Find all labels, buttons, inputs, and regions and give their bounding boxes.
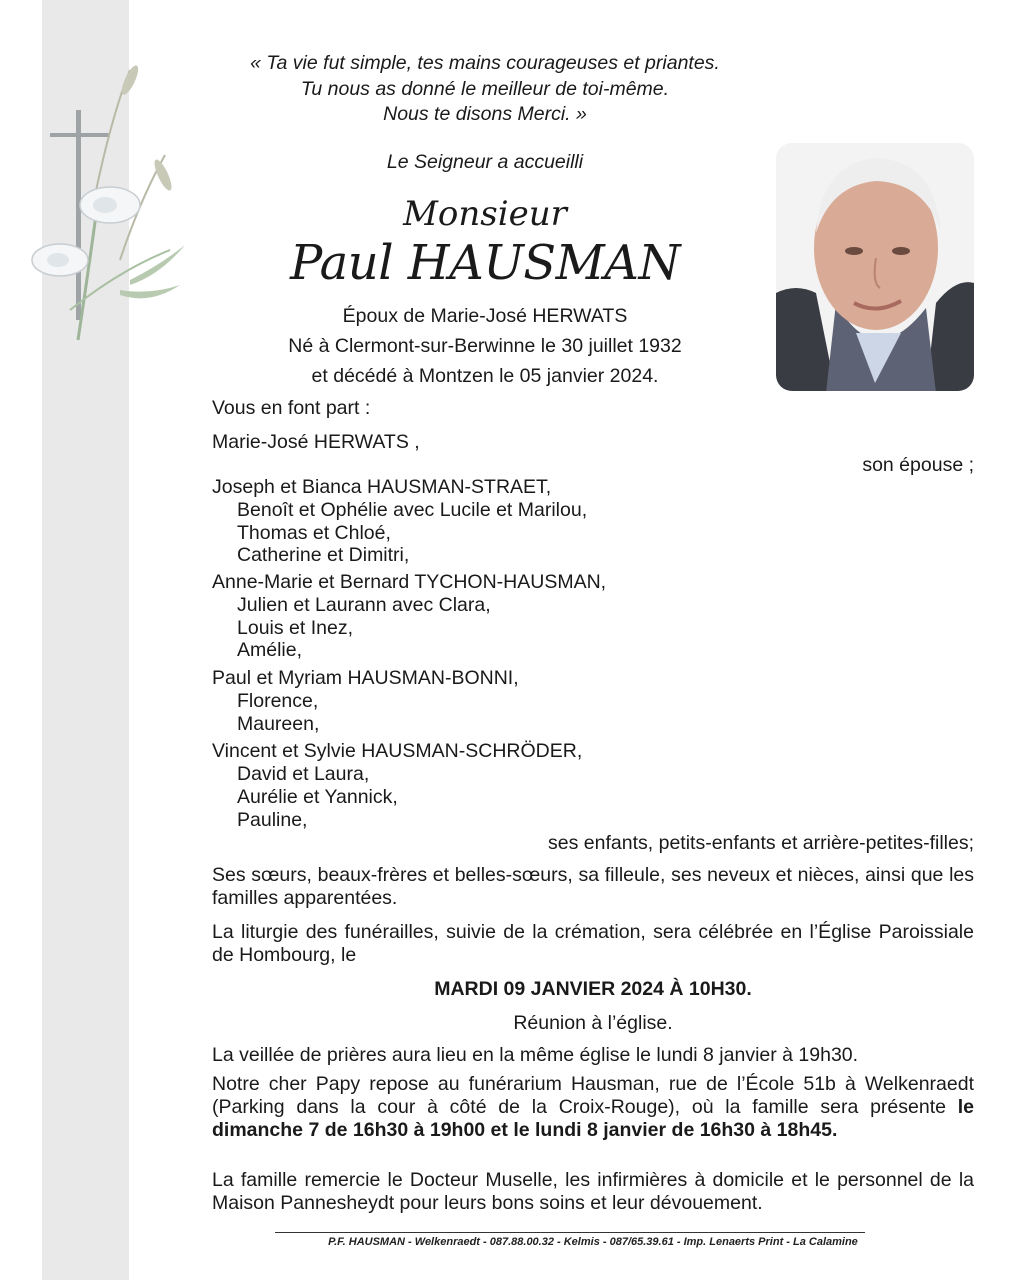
family-member: Florence, <box>237 690 319 712</box>
honorific: Monsieur <box>403 194 567 234</box>
relatives-paragraph: Ses sœurs, beaux-frères et belles-sœurs, sa filleule, ses neveux et nièces, ainsi que les familles apparentées. <box>212 864 974 909</box>
repose-text: Notre cher Papy repose au funérarium Hausman, rue de l’École 51b à Welkenraedt (Parking dans la cour à côté de la Croix-Rouge), où la famille sera présente <box>212 1073 974 1118</box>
family-member: Julien et Laurann avec Clara, <box>237 594 491 616</box>
ceremony-date: MARDI 09 JANVIER 2024 À 10H30. <box>434 978 752 1000</box>
identity-block <box>160 301 810 391</box>
quote-line: « Ta vie fut simple, tes mains courageuses et priantes. <box>250 52 720 74</box>
repose-paragraph <box>212 1073 974 1142</box>
family-head: Anne-Marie et Bernard TYCHON-HAUSMAN, <box>212 571 607 593</box>
family-head: Vincent et Sylvie HAUSMAN-SCHRÖDER, <box>212 740 583 762</box>
children-role: ses enfants, petits-enfants et arrière-petites-filles; <box>548 832 974 854</box>
death-line: et décédé à Montzen le 05 janvier 2024. <box>311 365 659 387</box>
repose-times: le dimanche 7 de 16h30 à 19h00 et le lundi 8 janvier de 16h30 à 18h45. <box>212 1096 975 1141</box>
portrait-photo <box>776 143 974 391</box>
family-member: Thomas et Chloé, <box>237 522 391 544</box>
family-head: Joseph et Bianca HAUSMAN-STRAET, <box>212 476 552 498</box>
footer-divider <box>275 1232 865 1233</box>
quote-line: Nous te disons Merci. » <box>383 103 587 125</box>
liturgy-paragraph: La liturgie des funérailles, suivie de la crémation, sera célébrée en l’Église Paroissiale de Hombourg, le <box>212 921 974 966</box>
quote-line: Tu nous as donné le meilleur de toi-même. <box>300 77 670 100</box>
family-member: Louis et Inez, <box>237 617 353 639</box>
family-member: Catherine et Dimitri, <box>237 544 410 566</box>
intro-line: Le Seigneur a accueilli <box>386 151 584 173</box>
footer-credits: P.F. HAUSMAN - Welkenraedt - 087.88.00.32 - Kelmis - 087/65.39.61 - Imp. Lenaerts Print - La Calamine <box>328 1236 858 1248</box>
epitaph-quote <box>160 51 810 128</box>
family-head: Paul et Myriam HAUSMAN-BONNI, <box>212 667 519 689</box>
family-member: Amélie, <box>237 639 303 661</box>
thanks-paragraph: La famille remercie le Docteur Muselle, les infirmières à domicile et le personnel de la Maison Pannesheydt pour leurs bons soins et leur dévouement. <box>212 1169 974 1214</box>
announcement: Vous en font part : <box>212 397 371 419</box>
widow-name: Marie-José HERWATS , <box>212 431 420 453</box>
meeting-note: Réunion à l’église. <box>513 1012 673 1034</box>
family-member: Benoît et Ophélie avec Lucile et Marilou, <box>237 499 588 521</box>
spouse-line: Époux de Marie-José HERWATS <box>342 305 628 327</box>
deceased-name: Paul HAUSMAN <box>290 235 680 291</box>
widow-role: son épouse ; <box>862 454 974 476</box>
family-member: David et Laura, <box>237 763 370 785</box>
family-member: Maureen, <box>237 713 320 735</box>
family-member: Pauline, <box>237 809 308 831</box>
birth-line: Né à Clermont-sur-Berwinne le 30 juillet 1932 <box>288 335 682 357</box>
family-member: Aurélie et Yannick, <box>237 786 398 808</box>
vigil-line: La veillée de prières aura lieu en la même église le lundi 8 janvier à 19h30. <box>212 1044 859 1066</box>
